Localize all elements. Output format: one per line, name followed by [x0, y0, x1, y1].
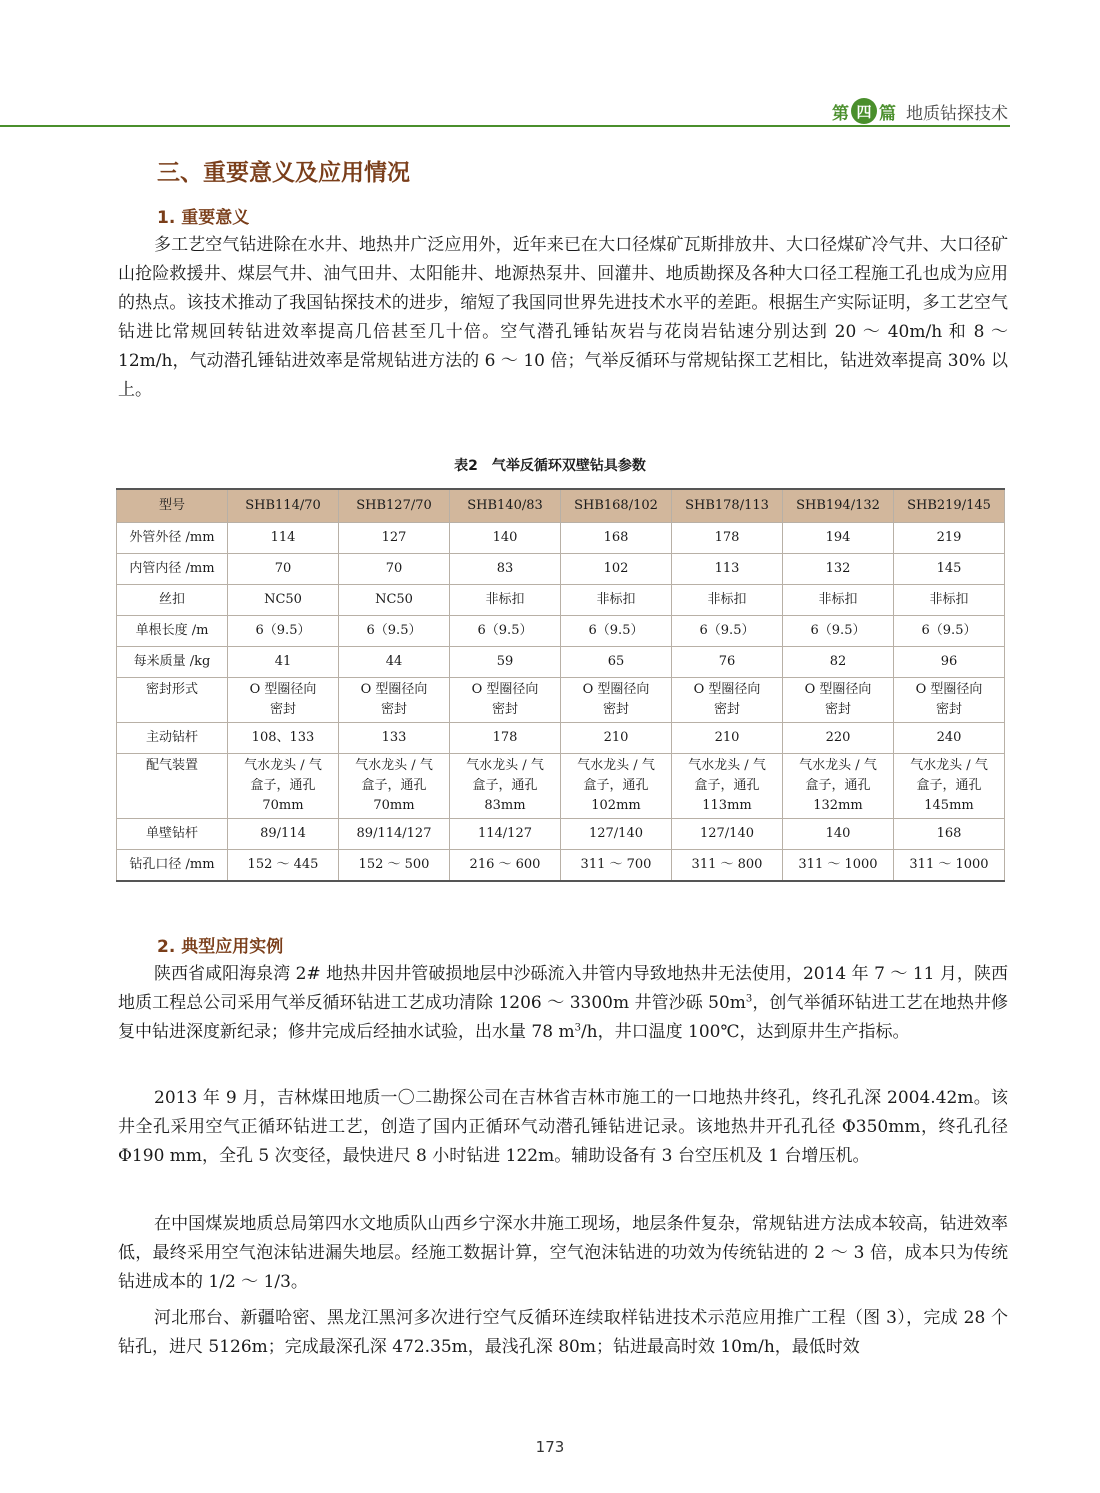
section-title: 三、重要意义及应用情况: [157, 160, 410, 186]
table-cell: NC50: [228, 585, 339, 616]
page-number: 173: [535, 1438, 565, 1456]
p1-text-b: ，创气举循环钻进工艺在地热井修复中钻进深度新纪录；修井完成后经抽水试验，出水量 78 m: [118, 993, 1008, 1042]
table-cell: 6（9.5）: [672, 616, 783, 647]
table-cell: 6（9.5）: [450, 616, 561, 647]
table-header-model: SHB219/145: [894, 489, 1005, 523]
application-paragraph-4: 河北邢台、新疆哈密、黑龙江黑河多次进行空气反循环连续取样钻进技术示范应用推广工程（图 3），完成 28 个钻孔，进尺 5126m；完成最深孔深 472.35m，最浅孔深 80m；钻进最高时效 10m/h，最低时效: [118, 1308, 1008, 1357]
part-prefix: 第: [832, 103, 849, 124]
table-cell: 65: [561, 647, 672, 678]
table-header-model: SHB140/83: [450, 489, 561, 523]
table-cell: 89/114: [228, 819, 339, 850]
table-cell: 140: [450, 523, 561, 554]
table-cell: 气水龙头 / 气 盒子，通孔 113mm: [672, 754, 783, 819]
table-cell: O 型圈径向 密封: [783, 678, 894, 723]
subsection-title-applications: 2. 典型应用实例: [157, 937, 284, 957]
application-paragraph-1: [118, 960, 1008, 1047]
table-cell: 气水龙头 / 气 盒子，通孔 145mm: [894, 754, 1005, 819]
p1-superscript-1: 3: [745, 993, 753, 1005]
table-cell: 311 ～ 800: [672, 850, 783, 881]
table-cell: 114: [228, 523, 339, 554]
table-cell: O 型圈径向 密封: [561, 678, 672, 723]
table-cell: 210: [561, 723, 672, 754]
table-cell: O 型圈径向 密封: [228, 678, 339, 723]
table-cell: 非标扣: [672, 585, 783, 616]
table-cell: 70: [228, 554, 339, 585]
table-cell: 6（9.5）: [339, 616, 450, 647]
table-cell: 44: [339, 647, 450, 678]
p1-text-c: /h，井口温度 100℃，达到原井生产指标。: [580, 1022, 910, 1042]
table-cell: 6（9.5）: [228, 616, 339, 647]
table-cell: 气水龙头 / 气 盒子，通孔 70mm: [228, 754, 339, 819]
table-cell: 非标扣: [894, 585, 1005, 616]
table-cell: NC50: [339, 585, 450, 616]
p1-text-a: 陕西省咸阳海泉湾 2# 地热井因井管破损地层中沙砾流入井管内导致地热井无法使用，2014 年 7 ～ 11 月，陕西地质工程总公司采用气举反循环钻进工艺成功清除 1206 ～ 3300m 井管沙砾 50m: [118, 964, 1008, 1013]
table-header-model: SHB194/132: [783, 489, 894, 523]
p1-superscript-2: 3: [574, 1022, 581, 1034]
table-cell: 70: [339, 554, 450, 585]
table-row: [117, 523, 1005, 554]
table-cell: 41: [228, 647, 339, 678]
table-cell: 108、133: [228, 723, 339, 754]
table-header-model-label: 型号: [117, 489, 228, 523]
table-caption: 表2 气举反循环双壁钻具参数: [454, 458, 646, 474]
table-row-label: 内管内径 /mm: [117, 554, 228, 585]
table-cell: 非标扣: [450, 585, 561, 616]
table-cell: 127: [339, 523, 450, 554]
table-cell: 145: [894, 554, 1005, 585]
application-paragraph-2: 2013 年 9 月，吉林煤田地质一〇二勘探公司在吉林省吉林市施工的一口地热井终孔，终孔孔深 2004.42m。该井全孔采用空气正循环钻进工艺，创造了国内正循环气动潜孔锤钻进记录。该地热井开孔孔径 Φ350mm，终孔孔径 Φ190 mm，全孔 5 次变径，最快进尺 8 小时钻进 122m。辅助设备有 3 台空压机及 1 台增压机。: [118, 1088, 1008, 1166]
table-cell: 114/127: [450, 819, 561, 850]
table-header-model: SHB114/70: [228, 489, 339, 523]
table-row: [117, 723, 1005, 754]
table-cell: 311 ～ 1000: [783, 850, 894, 881]
table-cell: 311 ～ 1000: [894, 850, 1005, 881]
table-cell: 6（9.5）: [561, 616, 672, 647]
table-row: [117, 678, 1005, 723]
running-header: [0, 96, 1100, 126]
table-cell: 102: [561, 554, 672, 585]
table-row-label: 主动钻杆: [117, 723, 228, 754]
table-cell: 气水龙头 / 气 盒子，通孔 102mm: [561, 754, 672, 819]
table-cell: 气水龙头 / 气 盒子，通孔 132mm: [783, 754, 894, 819]
table-row: [117, 850, 1005, 881]
table-row: [117, 616, 1005, 647]
table-cell: 6（9.5）: [894, 616, 1005, 647]
table-cell: 132: [783, 554, 894, 585]
table-row-label: 密封形式: [117, 678, 228, 723]
table-row: [117, 754, 1005, 819]
table-row-label: 单根长度 /m: [117, 616, 228, 647]
table-row: [117, 585, 1005, 616]
table-header-row: [117, 489, 1005, 523]
table-cell: 83: [450, 554, 561, 585]
table-cell: 311 ～ 700: [561, 850, 672, 881]
table-header-model: SHB127/70: [339, 489, 450, 523]
table-cell: 非标扣: [783, 585, 894, 616]
table-cell: O 型圈径向 密封: [339, 678, 450, 723]
part-label: [832, 98, 896, 124]
subsection-title-significance: 1. 重要意义: [157, 208, 250, 228]
table-row-label: 单壁钻杆: [117, 819, 228, 850]
table-row: [117, 554, 1005, 585]
table-cell: 113: [672, 554, 783, 585]
header-rule: [0, 125, 1010, 127]
table-row-label: 钻孔口径 /mm: [117, 850, 228, 881]
table-cell: 6（9.5）: [783, 616, 894, 647]
table-cell: 240: [894, 723, 1005, 754]
table-cell: 152 ～ 500: [339, 850, 450, 881]
table-row-label: 配气装置: [117, 754, 228, 819]
table-cell: 216 ～ 600: [450, 850, 561, 881]
table-cell: O 型圈径向 密封: [672, 678, 783, 723]
table-row-label: 每米质量 /kg: [117, 647, 228, 678]
table-cell: 210: [672, 723, 783, 754]
table-cell: 220: [783, 723, 894, 754]
table-row-label: 外管外径 /mm: [117, 523, 228, 554]
table-cell: O 型圈径向 密封: [450, 678, 561, 723]
table-cell: 59: [450, 647, 561, 678]
table-cell: 89/114/127: [339, 819, 450, 850]
part-suffix: 篇: [879, 103, 896, 124]
table-cell: 气水龙头 / 气 盒子，通孔 70mm: [339, 754, 450, 819]
table-cell: 152 ～ 445: [228, 850, 339, 881]
table-cell: 76: [672, 647, 783, 678]
table-cell: O 型圈径向 密封: [894, 678, 1005, 723]
table-header-model: SHB178/113: [672, 489, 783, 523]
table-cell: 178: [450, 723, 561, 754]
table-cell: 219: [894, 523, 1005, 554]
table-cell: 气水龙头 / 气 盒子，通孔 83mm: [450, 754, 561, 819]
table-cell: 178: [672, 523, 783, 554]
application-paragraph-3: 在中国煤炭地质总局第四水文地质队山西乡宁深水井施工现场，地层条件复杂，常规钻进方法成本较高，钻进效率低，最终采用空气泡沫钻进漏失地层。经施工数据计算，空气泡沫钻进的功效为传统钻进的 2 ～ 3 倍，成本只为传统钻进成本的 1/2 ～ 1/3。: [118, 1214, 1008, 1292]
table-header-model: SHB168/102: [561, 489, 672, 523]
table-cell: 194: [783, 523, 894, 554]
part-number-badge: 四: [851, 98, 877, 124]
table-body: [117, 523, 1005, 881]
part-title: 地质钻探技术: [906, 103, 1008, 124]
table-cell: 127/140: [561, 819, 672, 850]
table-row: [117, 819, 1005, 850]
drill-parameter-table: [116, 488, 1005, 882]
table-cell: 82: [783, 647, 894, 678]
table-cell: 140: [783, 819, 894, 850]
significance-paragraph: 多工艺空气钻进除在水井、地热井广泛应用外，近年来已在大口径煤矿瓦斯排放井、大口径煤矿冷气井、大口径矿山抢险救援井、煤层气井、油气田井、太阳能井、地源热泵井、回灌井、地质勘探及各种大口径工程施工孔也成为应用的热点。该技术推动了我国钻探技术的进步，缩短了我国同世界先进技术水平的差距。根据生产实际证明，多工艺空气钻进比常规回转钻进效率提高几倍甚至几十倍。空气潜孔锤钻灰岩与花岗岩钻速分别达到 20 ～ 40m/h 和 8 ～ 12m/h，气动潜孔锤钻进效率是常规钻进方法的 6 ～ 10 倍；气举反循环与常规钻探工艺相比，钻进效率提高 30% 以上。: [118, 235, 1008, 400]
table-row: [117, 647, 1005, 678]
table-row-label: 丝扣: [117, 585, 228, 616]
table-cell: 96: [894, 647, 1005, 678]
table-cell: 168: [894, 819, 1005, 850]
table-cell: 168: [561, 523, 672, 554]
table-cell: 127/140: [672, 819, 783, 850]
table-cell: 非标扣: [561, 585, 672, 616]
table-cell: 133: [339, 723, 450, 754]
